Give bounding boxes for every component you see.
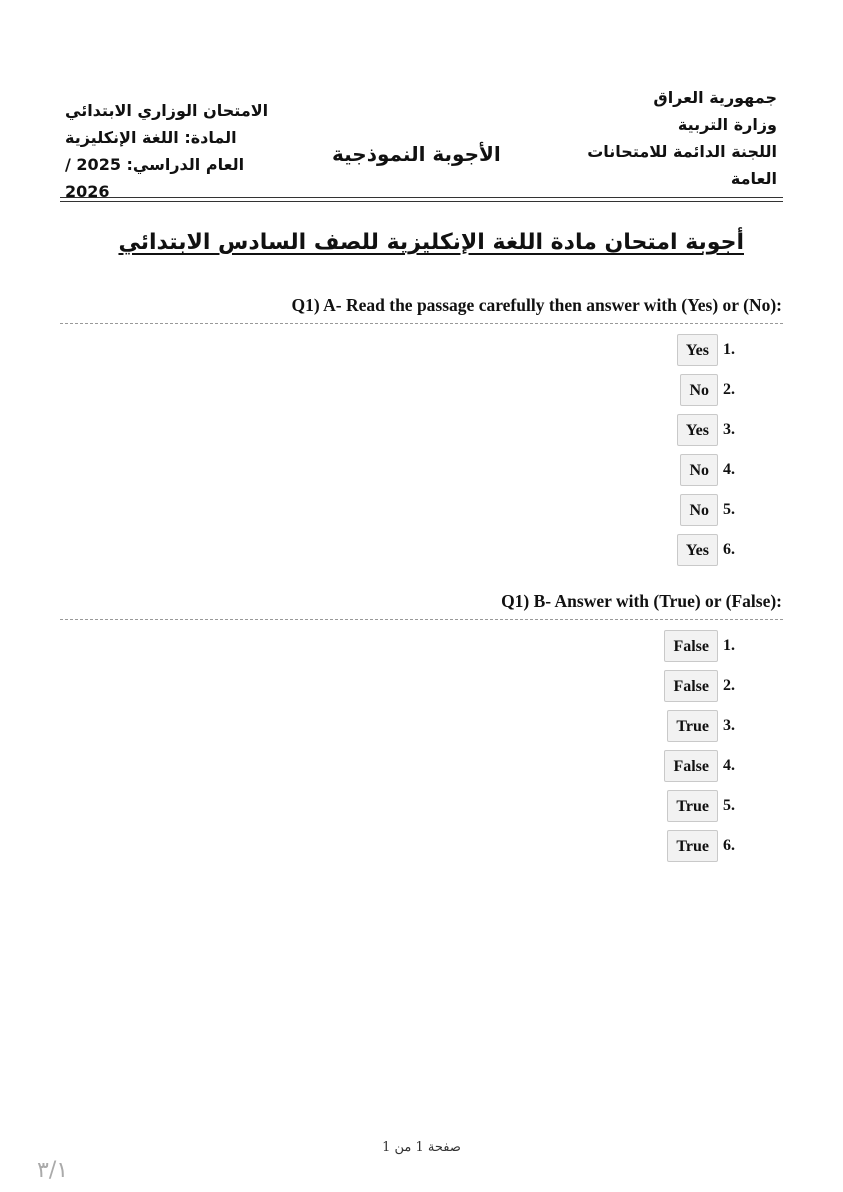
answer-number: 2. bbox=[723, 677, 735, 694]
header-year: العام الدراسي: 2025 / 2026 bbox=[65, 155, 245, 201]
answer-box: True bbox=[667, 710, 718, 742]
header-model-answers: الأجوبة النموذجية bbox=[332, 142, 501, 166]
answer-box: No bbox=[680, 494, 718, 526]
page-title: أجوبة امتحان مادة اللغة الإنكليزية للصف السادس الابتدائي bbox=[118, 230, 744, 255]
answer-number: 1. bbox=[723, 637, 735, 654]
answer-number: 3. bbox=[723, 717, 735, 734]
answer-row bbox=[443, 333, 743, 367]
answer-number: 3. bbox=[723, 421, 735, 438]
answer-box: True bbox=[667, 790, 718, 822]
header-ministry: وزارة التربية bbox=[677, 115, 777, 134]
answer-row bbox=[443, 829, 743, 863]
answer-number: 4. bbox=[723, 461, 735, 478]
answer-box: No bbox=[680, 374, 718, 406]
answer-box: True bbox=[667, 830, 718, 862]
section-b-heading: Q1) B- Answer with (True) or (False): bbox=[501, 591, 782, 611]
section-b-answers bbox=[443, 629, 743, 863]
answer-box: Yes bbox=[677, 334, 718, 366]
section-a-heading: Q1) A- Read the passage carefully then answer with (Yes) or (No): bbox=[291, 295, 782, 315]
header-committee: اللجنة الدائمة للامتحانات bbox=[587, 142, 777, 161]
answer-box: False bbox=[664, 630, 718, 662]
answer-row bbox=[443, 709, 743, 743]
answer-row bbox=[443, 669, 743, 703]
header-exam-name: الامتحان الوزاري الابتدائي bbox=[65, 101, 269, 120]
answer-box: False bbox=[664, 670, 718, 702]
header-rule-top bbox=[60, 197, 783, 198]
answer-row bbox=[443, 533, 743, 567]
answer-box: Yes bbox=[677, 414, 718, 446]
header-committee-cont: العامة bbox=[730, 169, 777, 188]
answer-number: 4. bbox=[723, 757, 735, 774]
page-mark: ٣/١ bbox=[37, 1158, 69, 1183]
answer-row bbox=[443, 493, 743, 527]
header-ministry-block bbox=[537, 84, 777, 192]
answer-number: 5. bbox=[723, 797, 735, 814]
answer-row bbox=[443, 789, 743, 823]
header-rule-bottom bbox=[60, 201, 783, 202]
answer-row bbox=[443, 373, 743, 407]
page-footer: صفحة 1 من 1 bbox=[382, 1140, 461, 1155]
answer-row bbox=[443, 749, 743, 783]
answer-row bbox=[443, 629, 743, 663]
answer-row bbox=[443, 453, 743, 487]
answer-box: No bbox=[680, 454, 718, 486]
section-a-answers bbox=[443, 333, 743, 567]
answer-box: Yes bbox=[677, 534, 718, 566]
answer-number: 1. bbox=[723, 341, 735, 358]
answer-row bbox=[443, 413, 743, 447]
section-a-divider bbox=[60, 323, 783, 324]
header-country: جمهورية العراق bbox=[653, 88, 777, 107]
header-exam-block bbox=[65, 97, 287, 205]
answer-box: False bbox=[664, 750, 718, 782]
answer-number: 6. bbox=[723, 837, 735, 854]
header-subject: المادة: اللغة الإنكليزية bbox=[65, 128, 237, 147]
answer-number: 6. bbox=[723, 541, 735, 558]
answer-number: 2. bbox=[723, 381, 735, 398]
answer-number: 5. bbox=[723, 501, 735, 518]
section-b-divider bbox=[60, 619, 783, 620]
